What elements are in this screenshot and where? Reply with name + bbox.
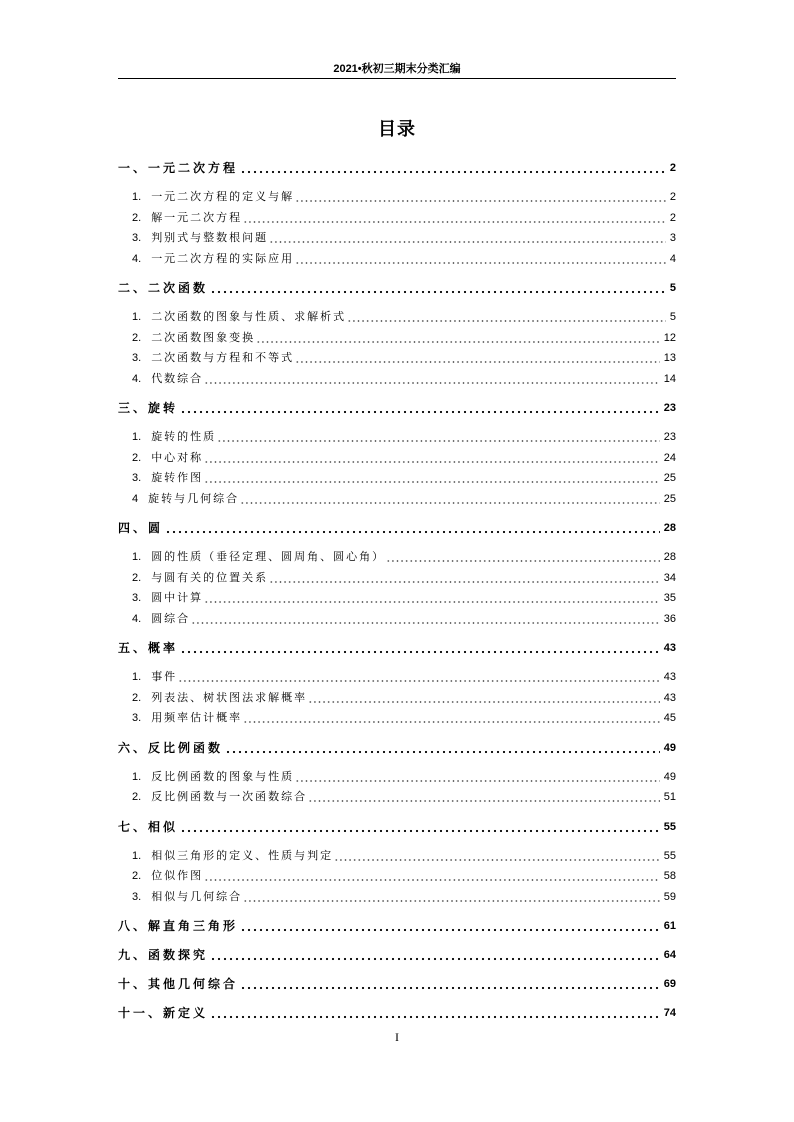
toc-item-page: 28 (663, 551, 676, 563)
dot-leader (179, 638, 660, 658)
toc-item-page: 35 (663, 592, 676, 604)
toc-item-page: 43 (663, 671, 676, 683)
toc-item-label: 旋转与几何综合 (148, 492, 240, 505)
toc-item-label: 代数综合 (151, 372, 204, 385)
dot-leader (347, 307, 666, 328)
toc-section-heading[interactable] (118, 518, 676, 538)
toc-item-number: 1. (132, 551, 142, 563)
toc-section-page: 74 (663, 1007, 676, 1019)
toc-section-heading[interactable] (118, 817, 676, 837)
toc-section-7 (118, 817, 676, 917)
dot-leader (204, 866, 660, 887)
dot-leader (204, 588, 660, 609)
toc-item-number: 1. (132, 311, 142, 323)
dot-leader (243, 208, 666, 229)
toc-item-page: 12 (663, 331, 676, 344)
toc-item-number: 2. (132, 331, 142, 344)
toc-subitems (118, 427, 676, 509)
toc-item-number: 2. (132, 451, 142, 464)
dot-leader (269, 228, 666, 249)
dot-leader (295, 767, 660, 788)
toc-item[interactable] (118, 568, 676, 589)
toc-item[interactable] (118, 688, 676, 709)
toc-section-label: 五、概率 (118, 641, 179, 655)
toc-item-number: 1. (132, 191, 142, 203)
toc-section-page: 43 (663, 642, 676, 654)
toc-item-label: 旋转的性质 (151, 431, 217, 443)
toc-section-1 (118, 158, 676, 278)
toc-item-page: 59 (663, 890, 676, 903)
toc-section-heading[interactable] (118, 974, 676, 994)
toc-item[interactable] (118, 208, 676, 229)
toc-item-label: 用频率估计概率 (151, 712, 243, 724)
toc-section-page: 28 (663, 522, 676, 534)
toc-section-label: 二、二次函数 (118, 281, 209, 295)
page-number: I (395, 1030, 399, 1044)
toc-section-6 (118, 738, 676, 817)
toc-item[interactable] (118, 708, 676, 729)
toc-item-number: 3. (132, 712, 142, 724)
toc-item-label: 相似与几何综合 (151, 890, 243, 903)
table-of-contents (118, 158, 676, 1032)
toc-item[interactable] (118, 328, 676, 349)
dot-leader (243, 708, 660, 729)
toc-item-label: 反比例函数与一次函数综合 (151, 791, 308, 803)
toc-item-number: 2. (132, 211, 142, 224)
dot-leader (334, 846, 660, 867)
dot-leader (239, 974, 660, 994)
toc-item-page: 14 (663, 372, 676, 385)
toc-item-page: 3 (669, 232, 676, 244)
toc-section-2 (118, 278, 676, 398)
dot-leader (209, 1003, 660, 1023)
toc-item-page: 23 (663, 431, 676, 443)
toc-item-page: 13 (663, 352, 676, 364)
toc-section-label: 八、解直角三角形 (118, 919, 239, 933)
toc-section-3 (118, 398, 676, 518)
dot-leader (295, 348, 660, 369)
dot-leader (295, 187, 666, 208)
toc-section-label: 六、反比例函数 (118, 740, 224, 755)
toc-section-label: 四、圆 (118, 521, 164, 535)
toc-item-label: 二次函数的图象与性质、求解析式 (151, 311, 347, 323)
dot-leader (386, 547, 660, 568)
toc-item-page: 58 (663, 870, 676, 882)
toc-section-heading[interactable] (118, 638, 676, 658)
toc-item-label: 圆的性质（垂径定理、圆周角、圆心角） (151, 551, 386, 563)
dot-leader (204, 468, 660, 489)
dot-leader (308, 688, 660, 709)
dot-leader (308, 787, 660, 808)
toc-item-page: 25 (663, 472, 676, 484)
toc-item-number: 3. (132, 472, 142, 484)
toc-item[interactable] (118, 187, 676, 208)
toc-item-label: 二次函数图象变换 (151, 331, 256, 344)
toc-section-heading[interactable] (118, 945, 676, 965)
toc-item[interactable] (118, 307, 676, 328)
toc-item-page: 49 (663, 770, 676, 783)
toc-item-number: 1. (132, 770, 142, 783)
toc-item-number: 4. (132, 612, 142, 625)
toc-item[interactable] (118, 448, 676, 469)
toc-section-page: 61 (663, 920, 676, 932)
toc-item-label: 事件 (151, 671, 178, 683)
dot-leader (191, 609, 660, 630)
dot-leader (239, 158, 666, 178)
toc-item-number: 3. (132, 352, 142, 364)
toc-section-page: 5 (669, 282, 676, 294)
toc-item-number: 1. (132, 431, 142, 443)
dot-leader (243, 887, 660, 908)
toc-item-number: 2. (132, 870, 142, 882)
toc-item-page: 55 (663, 849, 676, 862)
toc-item[interactable] (118, 427, 676, 448)
toc-item[interactable] (118, 609, 676, 630)
toc-section-heading[interactable] (118, 738, 676, 758)
toc-section-label: 一、一元二次方程 (118, 161, 239, 175)
toc-item[interactable] (118, 228, 676, 249)
toc-item-number: 2. (132, 791, 142, 803)
running-header: 2021•秋初三期末分类汇编 (118, 61, 676, 79)
toc-section-heading[interactable] (118, 278, 676, 298)
dot-leader (240, 489, 660, 510)
toc-item-number: 2. (132, 691, 142, 704)
toc-item[interactable] (118, 489, 676, 510)
dot-leader (204, 448, 660, 469)
toc-subitems (118, 547, 676, 629)
toc-item-page: 4 (669, 252, 676, 265)
dot-leader (164, 518, 660, 538)
toc-item-label: 相似三角形的定义、性质与判定 (151, 849, 334, 862)
toc-item-number: 1. (132, 849, 142, 862)
toc-item-page: 43 (663, 691, 676, 704)
toc-item-label: 与圆有关的位置关系 (151, 571, 269, 584)
toc-section-5 (118, 638, 676, 738)
toc-item[interactable] (118, 667, 676, 688)
toc-item[interactable] (118, 348, 676, 369)
toc-item-label: 圆综合 (151, 612, 191, 625)
toc-item-page: 2 (669, 211, 676, 224)
toc-title: 目录 (378, 119, 416, 140)
toc-item-label: 判别式与整数根问题 (151, 232, 269, 244)
toc-section-8 (118, 916, 676, 945)
dot-leader (217, 427, 660, 448)
toc-section-4 (118, 518, 676, 638)
dot-leader (209, 945, 660, 965)
toc-section-heading[interactable] (118, 158, 676, 178)
toc-item-label: 反比例函数的图象与性质 (151, 770, 295, 783)
dot-leader (204, 369, 660, 390)
toc-item-label: 位似作图 (151, 870, 204, 882)
toc-item-label: 一元二次方程的定义与解 (151, 191, 295, 203)
toc-item-number: 4. (132, 372, 142, 385)
toc-section-9 (118, 945, 676, 974)
toc-item-number: 4 (132, 492, 139, 505)
dot-leader (269, 568, 660, 589)
toc-item[interactable] (118, 588, 676, 609)
toc-item-page: 25 (663, 492, 676, 505)
toc-item-page: 34 (663, 571, 676, 584)
toc-item[interactable] (118, 468, 676, 489)
toc-item-number: 1. (132, 671, 142, 683)
toc-item-page: 36 (663, 612, 676, 625)
toc-item[interactable] (118, 767, 676, 788)
toc-section-heading[interactable] (118, 1003, 676, 1023)
toc-item-label: 旋转作图 (151, 472, 204, 484)
toc-item-page: 2 (669, 191, 676, 203)
toc-subitems (118, 307, 676, 389)
dot-leader (239, 916, 660, 936)
toc-item[interactable] (118, 787, 676, 808)
toc-item-page: 24 (663, 451, 676, 464)
toc-section-page: 64 (663, 949, 676, 961)
toc-section-label: 十、其他几何综合 (118, 977, 239, 991)
toc-section-page: 55 (663, 820, 676, 833)
toc-item[interactable] (118, 369, 676, 390)
toc-section-label: 七、相似 (118, 819, 179, 834)
toc-item-number: 3. (132, 890, 142, 903)
toc-item-label: 中心对称 (151, 451, 204, 464)
dot-leader (224, 738, 660, 758)
dot-leader (209, 278, 666, 298)
toc-section-10 (118, 974, 676, 1003)
toc-section-page: 2 (669, 162, 676, 174)
toc-item[interactable] (118, 866, 676, 887)
toc-item-label: 解一元二次方程 (151, 211, 243, 224)
toc-item[interactable] (118, 249, 676, 270)
toc-section-label: 三、旋转 (118, 401, 179, 415)
toc-item[interactable] (118, 846, 676, 867)
toc-subitems (118, 767, 676, 808)
toc-section-page: 49 (663, 741, 676, 754)
toc-subitems (118, 187, 676, 269)
toc-subitems (118, 667, 676, 729)
dot-leader (179, 817, 660, 837)
toc-item-number: 3. (132, 232, 142, 244)
toc-section-label: 九、函数探究 (118, 948, 209, 962)
dot-leader (178, 667, 660, 688)
toc-item-page: 51 (663, 791, 676, 803)
toc-item-label: 圆中计算 (151, 592, 204, 604)
toc-section-label: 十一、新定义 (118, 1006, 209, 1020)
toc-item-page: 5 (669, 311, 676, 323)
toc-item-number: 2. (132, 571, 142, 584)
dot-leader (295, 249, 666, 270)
toc-item-label: 列表法、树状图法求解概率 (151, 691, 308, 704)
toc-section-11 (118, 1003, 676, 1032)
toc-item-label: 二次函数与方程和不等式 (151, 352, 295, 364)
dot-leader (179, 398, 660, 418)
toc-item-number: 3. (132, 592, 142, 604)
toc-item[interactable] (118, 887, 676, 908)
toc-section-heading[interactable] (118, 916, 676, 936)
toc-item-label: 一元二次方程的实际应用 (151, 252, 295, 265)
toc-subitems (118, 846, 676, 908)
toc-item-number: 4. (132, 252, 142, 265)
dot-leader (256, 328, 660, 349)
toc-section-heading[interactable] (118, 398, 676, 418)
toc-section-page: 23 (663, 402, 676, 414)
toc-item[interactable] (118, 547, 676, 568)
toc-section-page: 69 (663, 978, 676, 990)
toc-item-page: 45 (663, 712, 676, 724)
